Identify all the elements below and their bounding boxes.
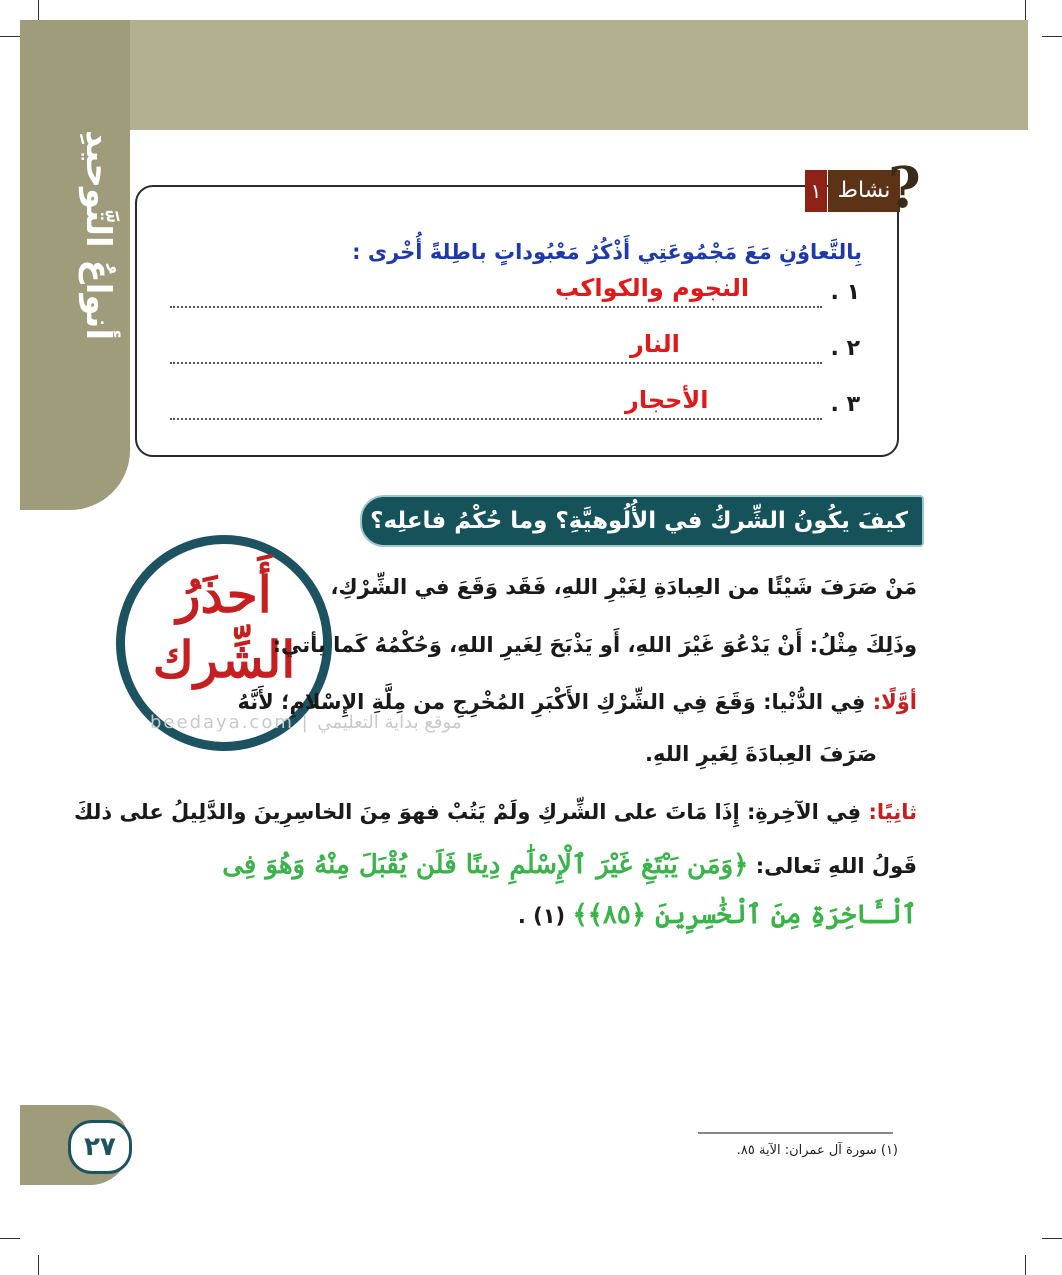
warning-line-1: أَحذَرُ [176,565,272,624]
paragraph: وذَلِكَ مِثْلُ: أَنْ يَدْعُوَ غَيْرَ اللهِ، أَو يَذْبَحَ لِغَيرِ اللهِ، وَحُكْمُهُ كَما يأتي: [272,633,917,657]
activity-label: نشاط [828,170,900,212]
question-mark-icon: ? [888,155,921,221]
second-point [74,800,917,824]
dotted-line [170,416,822,420]
section-heading: كيفَ يكُونُ الشِّركُ في الأُلُوهيَّةِ؟ وما حُكْمُ فاعلِه؟ [370,508,908,534]
verse-reference: (١) . [517,904,566,928]
answer-text: النار [630,330,680,358]
watermark: beedaya.com | موقع بداية التعليمي [150,712,462,733]
activity-prompt: بِالتَّعاوُنِ مَعَ مَجْمُوعَتِي أَذْكُرُ مَعْبُوداتٍ باطِلةً أُخْرى : [352,240,862,264]
answer-number: ٢ . [830,336,860,361]
first-text-continued: صَرَفَ العِبادَةَ لِغَيرِ اللهِ. [645,742,877,766]
verse-text: ﴿وَمَن يَبْتَغِ غَيْرَ ٱلْإِسْلَٰمِ دِينًا فَلَن يُقْبَلَ مِنْهُ وَهُوَ فِى [222,850,749,880]
crop-mark [1025,1255,1026,1275]
verse-line-1 [222,850,917,880]
section-heading-banner [360,495,924,547]
warning-line-2: الشِّرك [152,630,296,689]
first-text: فِي الدُّنْيا: وَقَعَ فِي الشِّرْكِ الأَكْبَرِ المُخْرِجِ من مِلَّةِ الإِسْلامِ؛ لأَنَّهُ [237,690,866,714]
dotted-line [170,360,822,364]
chapter-title: أنواعُ التَّوحيدِ [78,129,118,341]
crop-mark [1042,36,1062,37]
footnote: (١) سورة آل عمران: الآية ٨٥. [736,1143,898,1158]
first-point [238,690,917,714]
crop-mark [1025,0,1026,20]
answer-line [170,274,860,320]
activity-number: ١ [805,170,827,212]
footnote-divider [698,1132,893,1134]
dotted-line [170,304,822,308]
crop-mark [0,1238,20,1239]
crop-mark [38,0,39,20]
crop-mark [1042,1238,1062,1239]
answer-text: النجوم والكواكب [555,274,750,302]
header-band [20,20,1028,130]
answer-text: الأحجار [625,386,709,414]
crop-mark [38,1255,39,1275]
answer-line [170,386,860,432]
verse-text: ٱلْـَٔاخِرَةِ مِنَ ٱلْخَٰسِرِينَ ﴿٨٥﴾﴾ [572,900,917,930]
verse-intro: قَولُ اللهِ تَعالى: [755,854,917,878]
page-number: ٢٧ [68,1120,132,1174]
answer-line [170,330,860,376]
verse-line-2 [518,900,917,930]
second-label: ثانِيًا: [868,800,917,824]
first-label: أوَّلًا: [872,690,917,714]
second-text: فِي الآخِرةِ: إِذَا مَاتَ على الشِّركِ ولَمْ يَتُبْ فهوَ مِنَ الخاسِرِينَ والدَّلِيلُ على ذلكَ [73,800,862,824]
paragraph: مَنْ صَرَفَ شَيْئًا من العِبادَةِ لِغَيْرِ اللهِ، فَقَد وَقَعَ في الشِّرْكِ، [330,575,917,599]
answer-number: ١ . [830,280,860,305]
crop-mark [0,36,20,37]
answer-number: ٣ . [830,392,860,417]
